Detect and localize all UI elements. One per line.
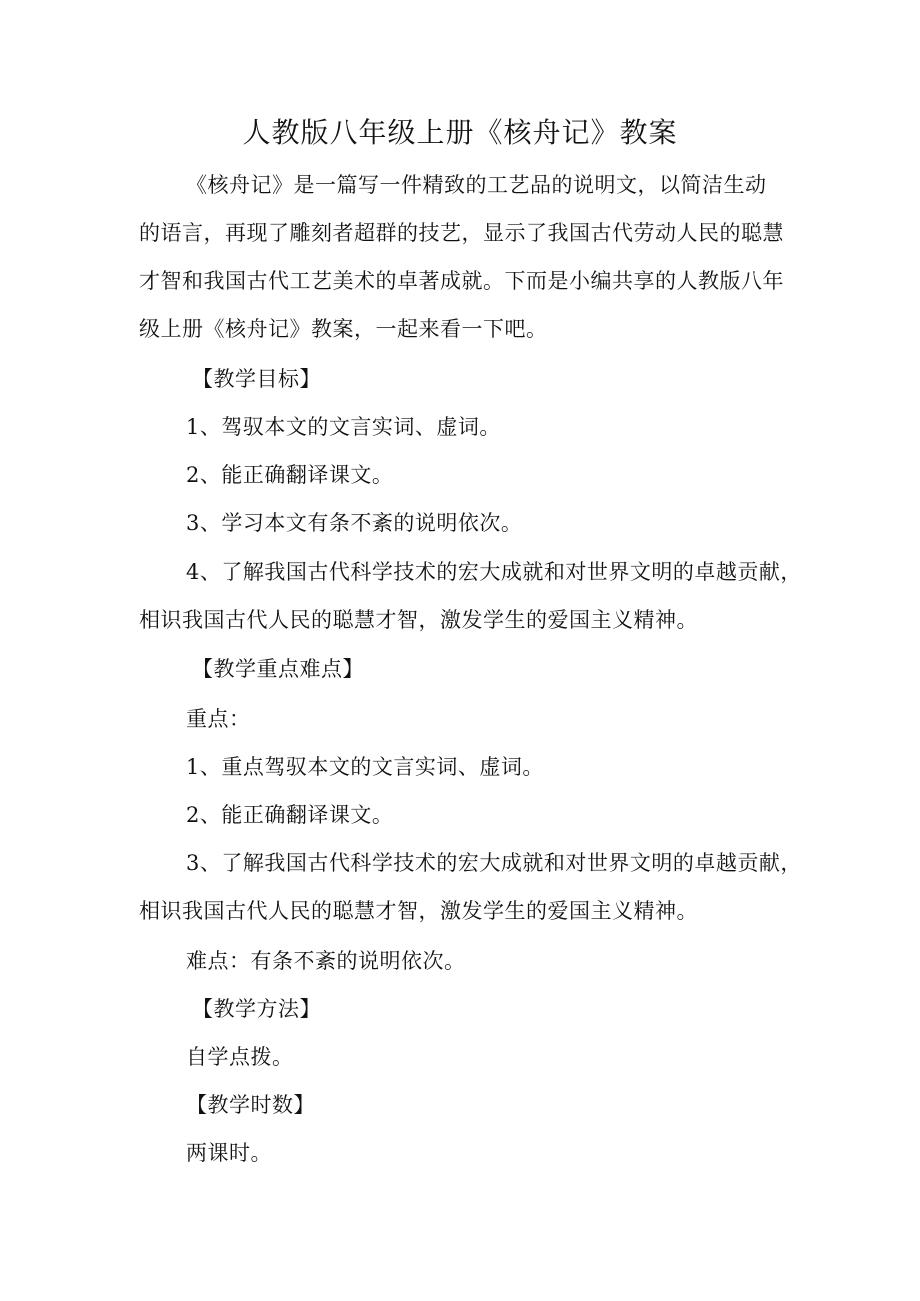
method-text: 自学点拨。 (186, 1045, 294, 1069)
objective-item-1: 1、驾驭本文的文言实词、虚词。 (186, 415, 501, 439)
objective-item-4-continued: 相识我国古代人民的聪慧才智，激发学生的爱国主义精神。 (139, 608, 698, 632)
focus-item-1: 1、重点驾驭本文的文言实词、虚词。 (186, 755, 544, 779)
focus-item-2: 2、能正确翻译课文。 (186, 803, 394, 827)
intro-line-4: 级上册《核舟记》教案，一起来看一下吧。 (139, 317, 548, 341)
intro-line-3: 才智和我国古代工艺美术的卓著成就。下而是小编共享的人教版八年 (139, 269, 784, 293)
document-title: 人教版八年级上册《核舟记》教案 (242, 116, 678, 149)
method-heading: 【教学方法】 (192, 997, 321, 1021)
hours-heading: 【教学时数】 (186, 1093, 315, 1117)
focus-label: 重点： (186, 707, 251, 731)
objectives-heading: 【教学目标】 (192, 367, 321, 391)
objective-item-2: 2、能正确翻译课文。 (186, 463, 394, 487)
focus-item-3-continued: 相识我国古代人民的聪慧才智，激发学生的爱国主义精神。 (139, 899, 698, 923)
hours-text: 两课时。 (186, 1141, 272, 1165)
objective-item-3: 3、学习本文有条不紊的说明依次。 (186, 511, 523, 535)
intro-line-1: 《核舟记》是一篇写一件精致的工艺品的说明文，以简洁生动 (186, 173, 767, 197)
key-points-heading: 【教学重点难点】 (192, 657, 364, 681)
objective-item-4: 4、了解我国古代科学技术的宏大成就和对世界文明的卓越贡献， (186, 560, 802, 584)
intro-line-2: 的语言，再现了雕刻者超群的技艺，显示了我国古代劳动人民的聪慧 (139, 221, 784, 245)
difficulty-line: 难点：有条不紊的说明依次。 (186, 949, 466, 973)
focus-item-3: 3、了解我国古代科学技术的宏大成就和对世界文明的卓越贡献， (186, 851, 802, 875)
